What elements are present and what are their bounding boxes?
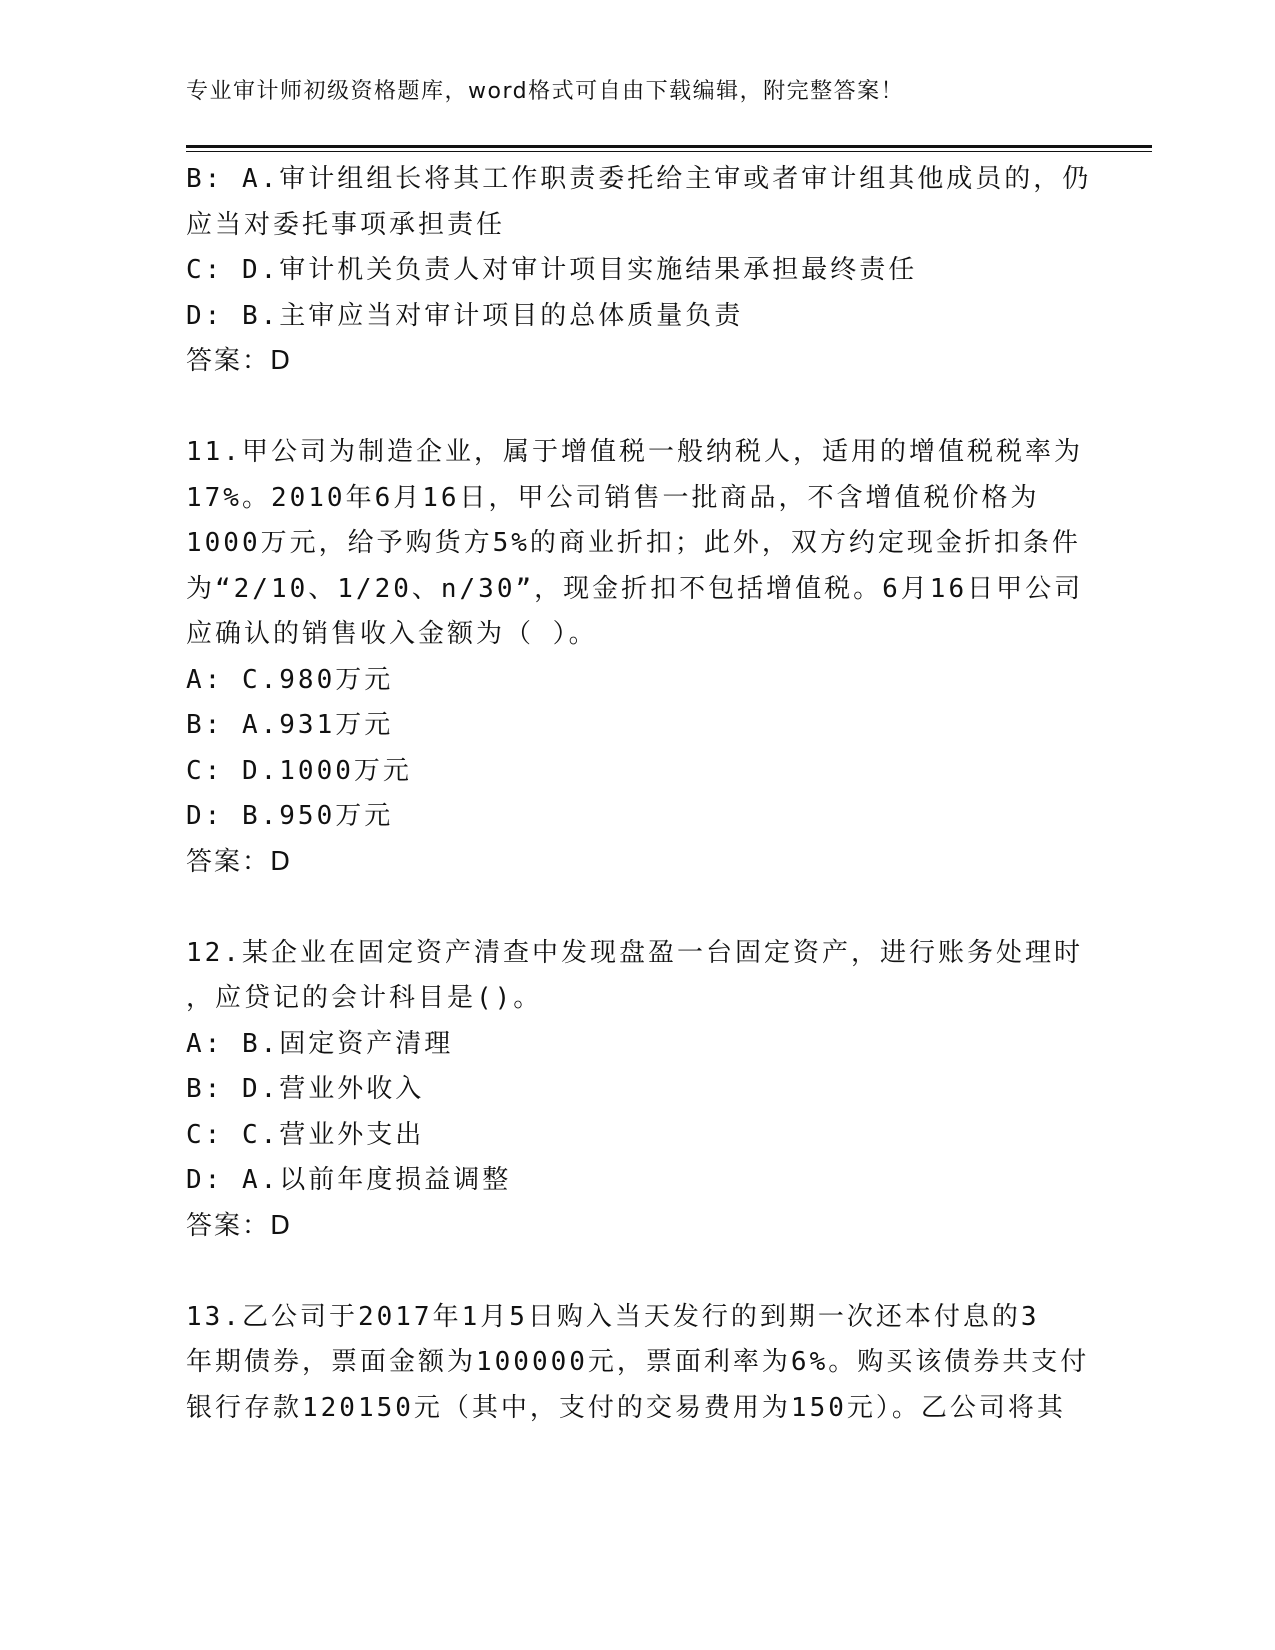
question-12 (186, 931, 1086, 1250)
question-stem-line: 13.乙公司于2017年1月5日购入当天发行的到期一次还本付息的3 (186, 1301, 1040, 1332)
header-rule-thick (186, 145, 1152, 148)
spacer (186, 385, 1086, 431)
question-stem-line: 银行存款120150元（其中，支付的交易费用为150元）。乙公司将其 (186, 1392, 1066, 1423)
question-stem-line: 1000万元，给予购货方5%的商业折扣；此外，双方约定现金折扣条件 (186, 528, 1081, 558)
spacer (186, 885, 1086, 931)
spacer (186, 1249, 1086, 1295)
option-d: D: B.主审应当对审计项目的总体质量负责 (186, 300, 744, 331)
header-rule-thin (186, 151, 1152, 152)
question-stem-line: ，应贷记的会计科目是()。 (186, 983, 543, 1013)
answer: 答案：D (186, 846, 293, 877)
question-stem-line: 应确认的销售收入金额为（ ）。 (186, 619, 598, 649)
option-b: B: A.931万元 (186, 710, 394, 740)
option-c: C: C.营业外支出 (186, 1119, 425, 1150)
page-header: 专业审计师初级资格题库，word格式可自由下载编辑，附完整答案！ (186, 79, 905, 104)
question-stem-line: 为“2/10、1/20、n/30”，现金折扣不包括增值税。6月16日甲公司 (186, 573, 1084, 604)
option-a: A: B.固定资产清理 (186, 1028, 454, 1059)
option-b: B: D.营业外收入 (186, 1074, 425, 1104)
question-stem-line: 17%。2010年6月16日，甲公司销售一批商品，不含增值税价格为 (186, 482, 1040, 513)
option-c: C: D.审计机关负责人对审计项目实施结果承担最终责任 (186, 255, 918, 285)
question-13 (186, 1295, 1090, 1432)
question-content (186, 157, 1092, 1431)
option-b-line: 应当对委托事项承担责任 (186, 209, 506, 240)
question-stem-line: 年期债券，票面金额为100000元，票面利率为6%。购买该债券共支付 (186, 1347, 1090, 1377)
answer: 答案：D (186, 346, 293, 376)
question-10-tail (186, 157, 1092, 385)
answer: 答案：D (186, 1210, 293, 1241)
option-b-line: B: A.审计组组长将其工作职责委托给主审或者审计组其他成员的，仍 (186, 164, 1092, 194)
question-11 (186, 430, 1086, 885)
option-c: C: D.1000万元 (186, 755, 412, 786)
option-a: A: C.980万元 (186, 664, 394, 695)
question-stem-line: 11.甲公司为制造企业，属于增值税一般纳税人，适用的增值税税率为 (186, 437, 1083, 467)
option-d: D: A.以前年度损益调整 (186, 1165, 512, 1195)
option-d: D: B.950万元 (186, 801, 394, 831)
question-stem-line: 12.某企业在固定资产清查中发现盘盈一台固定资产，进行账务处理时 (186, 937, 1083, 968)
